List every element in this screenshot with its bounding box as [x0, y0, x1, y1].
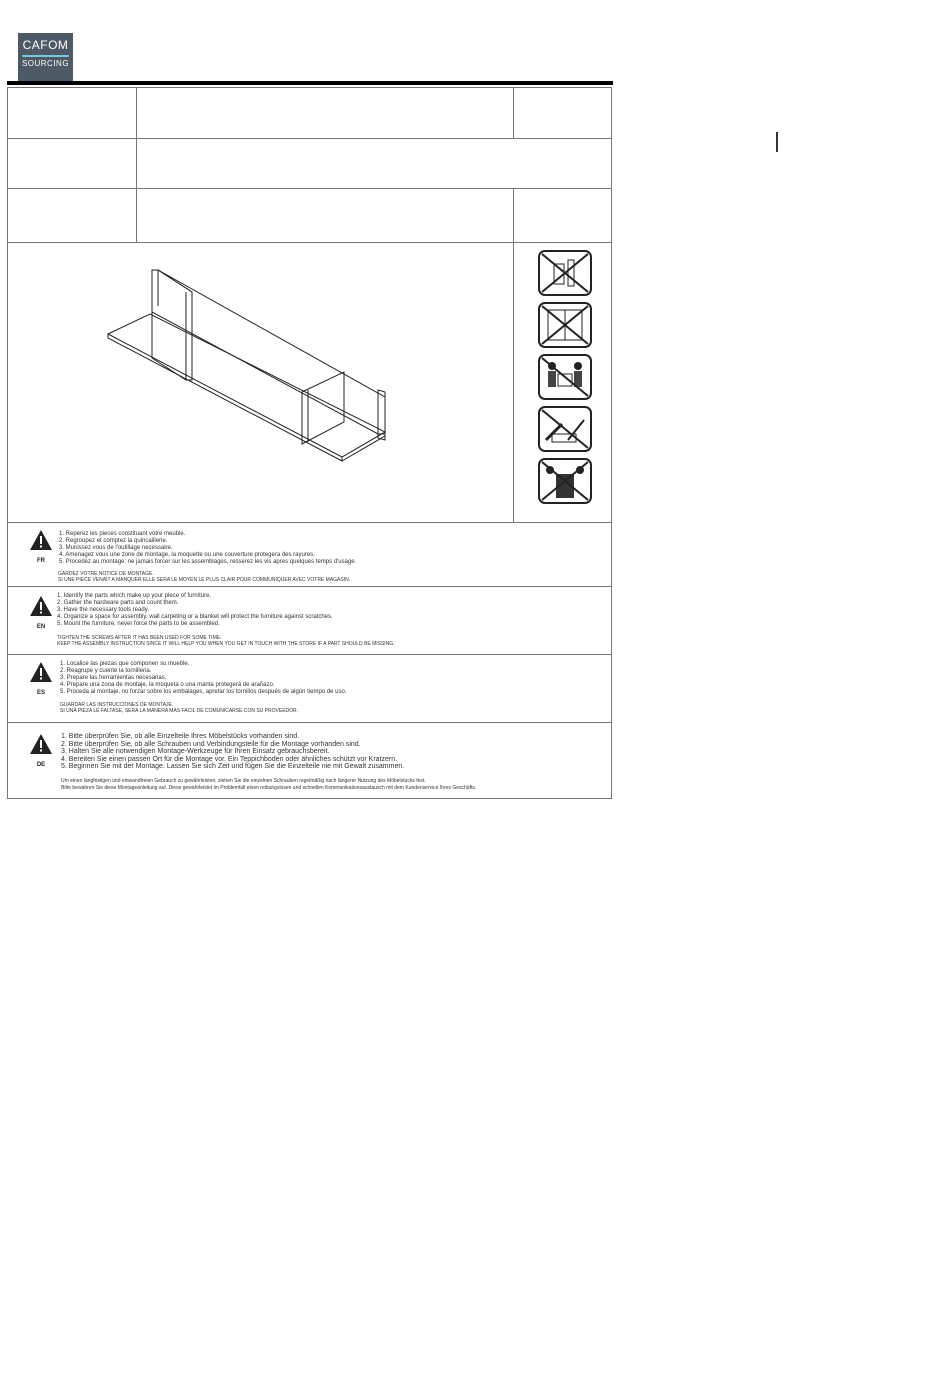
margin-mark: [776, 132, 778, 152]
step-item: 5. Beginnen Sie mit der Montage. Lassen Sie sich Zeit und fügen Sie die Einzelteile nie mit Gewalt zusammen.: [61, 763, 405, 770]
step-item: 3. Have the necessary tools ready.: [57, 607, 149, 613]
warning-block-en: [7, 586, 612, 654]
step-item: 1. Reperez les pieces constituant votre meuble.: [59, 531, 186, 537]
instruction-note: GARDEZ VOTRE NOTICE DE MONTAGE.: [58, 571, 154, 577]
step-item: 3. Halten Sie alle notwendigen Montage-Werkzeuge für Ihren Einsatz gebrauchsbereit.: [61, 748, 330, 755]
header-rule: [7, 81, 613, 85]
warning-triangle-icon: [29, 529, 53, 551]
two-person-assembly-icon: [538, 354, 592, 400]
language-code: EN: [36, 624, 46, 630]
no-hammer-icon: [538, 250, 592, 296]
grid-line: [7, 188, 612, 189]
brand-logo: [18, 33, 73, 82]
warning-block-de: [7, 722, 612, 799]
instruction-steps: [61, 733, 404, 771]
instruction-note: TIGHTEN THE SCREWS AFTER IT HAS BEEN USED FOR SOME TIME.: [57, 635, 222, 641]
step-item: 2. Bitte überprüfen Sie, ob alle Schrauben und Verbindungsteile für die Montage vorhanden sind.: [61, 740, 361, 748]
warning-block-fr: [7, 522, 612, 586]
instruction-note: KEEP THE ASSEMBLY INSTRUCTION SINCE IT WILL HELP YOU WHEN YOU GET IN TOUCH WITH THE STORE IF A PART SHOULD BE MISSING.: [57, 641, 395, 647]
instruction-steps: [60, 661, 347, 696]
grid-line: [513, 188, 514, 522]
language-code: ES: [36, 690, 45, 696]
language-code: FR: [37, 558, 45, 564]
step-item: 2. Reagrupe y cuente la tornilleria.: [60, 668, 152, 674]
instruction-steps: [59, 531, 356, 566]
step-item: 2. Regroupez et comptez la quincaillerie.: [59, 538, 168, 544]
warning-symbol: [28, 733, 54, 768]
warning-symbol: [28, 595, 54, 630]
step-item: 5. Proceda al montaje, no forzar sobre los embalages, apretar los tornillos después de algún tiempo de uso.: [60, 689, 347, 695]
grid-line: [136, 87, 137, 242]
warning-symbol: [28, 529, 54, 564]
instruction-note: GUARDAR LAS INSTRUCCIONES DE MONTAJE.: [60, 702, 174, 708]
tools-assembly-icon: [538, 406, 592, 452]
logo-wave: [22, 55, 69, 57]
logo-line-1: CAFOM: [22, 38, 69, 52]
back-panel: [152, 270, 385, 434]
grid-line: [7, 242, 612, 243]
step-item: 4. Organize a space for assembly. wall carpeting or a blanket will protect the furniture against scratches.: [57, 614, 333, 620]
step-item: 4. Bereiten Sie einen passen Ort für die Montage vor. Ein Teppichboden oder ähnliches schützt vor Kratzern.: [61, 755, 398, 763]
product-drawing: [100, 262, 400, 462]
warning-triangle-icon: [29, 661, 53, 683]
warning-symbol: [28, 661, 54, 696]
instruction-note: Bitte bewahren Sie diese Montageanleitung auf. Diese gewährleistet im Problemfall einen reibungslosen und schnellen Kommunikationsaustausch mit dem Kundenservice Ihres Geschäfts.: [61, 785, 477, 791]
step-item: 1. Bitte überprüfen Sie, ob alle Einzelteile Ihres Möbelstücks vorhanden sind.: [61, 733, 300, 740]
grid-line: [7, 138, 612, 139]
bottom-panel: [108, 314, 385, 457]
step-item: 1. Localice las piezas que componen su mueble.: [60, 661, 190, 667]
recycle-packaging-icon: [538, 458, 592, 504]
warning-block-es: [7, 654, 612, 722]
step-item: 5. Mount the furniture, never force the parts to be assembled.: [57, 621, 220, 627]
instruction-note: SI UNA PIEZA LE FALTASE, SERA LA MANERA MAS FACIL DE COMUNICARSE CON SU PROVEEDOR.: [60, 708, 299, 714]
step-item: 3. Prepare las herramientas necesarias.: [60, 675, 167, 681]
step-item: 2. Gather the hardware parts and count them.: [57, 600, 179, 606]
warning-triangle-icon: [29, 733, 53, 755]
step-item: 4. Amenagez vous une zone de montage, la moquette ou une couverture protegera des rayures.: [59, 552, 315, 558]
step-item: 1. Identify the parts which make up your piece of furniture.: [57, 593, 212, 599]
logo-line-2: SOURCING: [21, 59, 70, 68]
warning-triangle-icon: [29, 595, 53, 617]
step-item: 3. Munissez vous de l'outillage necessaire.: [59, 545, 173, 551]
grid-line: [513, 87, 514, 138]
instruction-note: SI UNE PIECE VENAIT A MANQUER ELLE SERA LE MOYEN LE PLUS CLAIR POUR COMMUNIQUER AVEC VOTRE MAGASIN.: [58, 577, 351, 583]
step-item: 5. Procedez au montage: ne jamais forcer sur les assemblages, resserez les vis apres quelques temps d'usage.: [59, 559, 357, 565]
step-item: 4. Prepare una zona de montaje, la moqueta o una manta protegerá de arañazo.: [60, 682, 275, 688]
pictogram-column: [538, 250, 600, 510]
language-code: DE: [36, 762, 46, 768]
no-cabinet-icon: [538, 302, 592, 348]
instruction-note: Um einen langfristigen und einwandfreien Gebrauch zu gewährleisten, ziehen Sie die einzelnen Schrauben regelmäßig nach längerer Nutzung des Möbelstücks fest.: [61, 778, 426, 784]
instruction-steps: [57, 593, 333, 628]
